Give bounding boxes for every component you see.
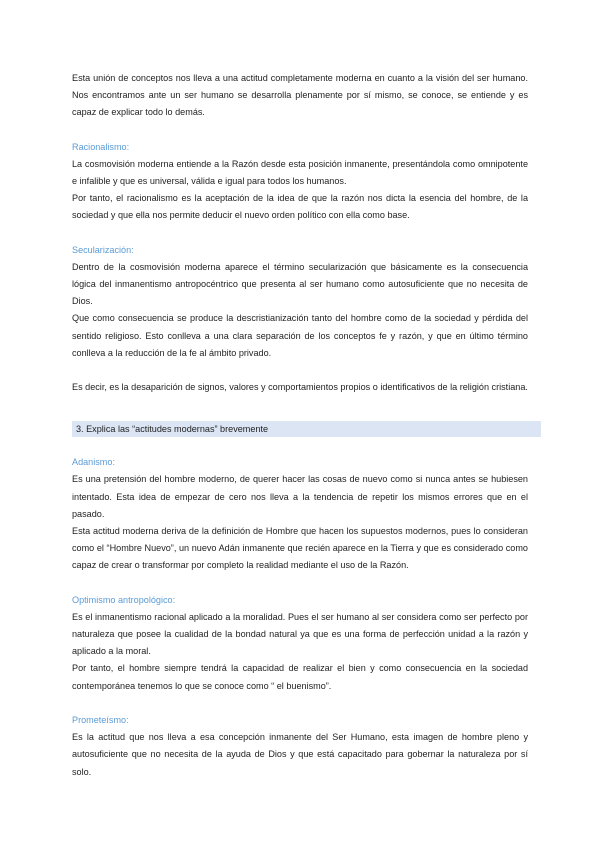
heading-adanismo: Adanismo:: [72, 457, 115, 468]
heading-secularizacion: Secularización:: [72, 244, 134, 255]
adanismo-paragraph-1: Es una pretensión del hombre moderno, de querer hacer las cosas de nuevo como si nunca antes se hubiesen intentado. Esta idea de empezar de cero nos lleva a la tendencia de repetir los mismos errores que en el pasado.: [72, 474, 528, 519]
racionalismo-paragraph-1: La cosmovisión moderna entiende a la Razón desde esta posición inmanente, presentándola como omnipotente e infalible y que es universal, válida e igual para todos los humanos.: [72, 158, 528, 187]
heading-optimismo-antropologico: Optimismo antropológico:: [72, 594, 176, 605]
intro-paragraph: Esta unión de conceptos nos lleva a una actitud completamente moderna en cuanto a la visión del ser humano. Nos encontramos ante un ser humano se desarrolla plenamente por sí mismo, se conoce, se entiende y es capaz de explicar todo lo demás.: [72, 73, 528, 118]
secularizacion-paragraph-1: Dentro de la cosmovisión moderna aparece el término secularización que básicamente es la consecuencia lógica del inmanentismo antropocéntrico que presenta al ser humano como autosuficiente que no necesita de Dios.: [72, 261, 528, 307]
optimismo-paragraph-1: Es el inmanentismo racional aplicado a la moralidad. Pues el ser humano al ser considera como ser perfecto por naturaleza que posee la cualidad de la bondad natural ya que es una forma de perfección unidad a la razón y aplicado a la moral.: [72, 611, 528, 657]
secularizacion-paragraph-2: Que como consecuencia se produce la descristianización tanto del hombre como de la sociedad y pérdida del sentido religioso. Esto conlleva a una clara separación de los conceptos fe y razón, y que en último término conlleva a la reducción de la fe al ámbito privado.: [72, 313, 528, 358]
prometeismo-paragraph-1: Es la actitud que nos lleva a esa concepción inmanente del Ser Humano, esta imagen de hombre pleno y autosuficiente que no necesita de la ayuda de Dios y que está capacitado para gobernar la naturaleza por sí solo.: [72, 732, 528, 777]
question-heading: 3. Explica las “actitudes modernas” brevemente: [72, 421, 541, 437]
document-page: [72, 70, 528, 781]
optimismo-paragraph-2: Por tanto, el hombre siempre tendrá la capacidad de realizar el bien y como consecuencia en la sociedad contemporánea tenemos lo que se conoce como “ el buenismo”.: [72, 663, 528, 691]
heading-racionalismo: Racionalismo:: [72, 141, 130, 152]
adanismo-paragraph-2: Esta actitud moderna deriva de la definición de Hombre que hacen los supuestos modernos, pues lo consideran como el “Hombre Nuevo”, un nuevo Adán inmanente que recién aparece en la Tierra y que es considerado como capaz de crear o transformar por completo la realidad mediante el uso de la Razón.: [72, 526, 528, 571]
secularizacion-paragraph-3: Es decir, es la desaparición de signos, valores y comportamientos propios o identificativos de la religión cristiana.: [72, 382, 528, 393]
heading-prometeismo: Prometeísmo:: [72, 714, 129, 725]
racionalismo-paragraph-2: Por tanto, el racionalismo es la aceptación de la idea de que la razón nos dicta la esencia del hombre, de la sociedad y que ella nos permite deducir el nuevo orden político con ella como base.: [72, 193, 528, 221]
